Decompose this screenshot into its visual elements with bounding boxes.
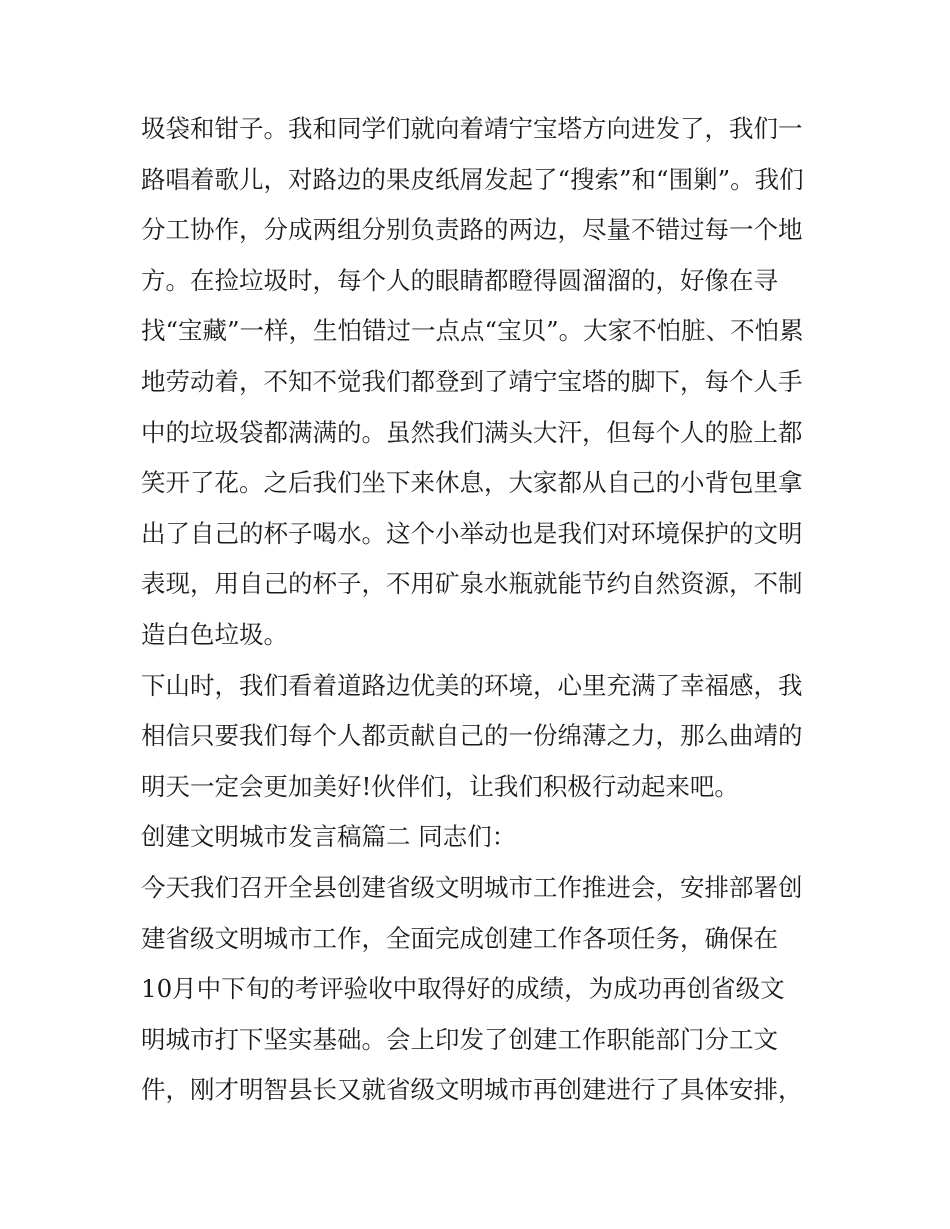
text-line: 找“宝藏”一样，生怕错过一点点“宝贝”。大家不怕脏、不怕累: [141, 316, 804, 346]
text-line: 明城市打下坚实基础。会上印发了创建工作职能部门分工文: [141, 1024, 778, 1054]
text-line: 相信只要我们每个人都贡献自己的一份绵薄之力，那么曲靖的: [141, 721, 803, 751]
text-line: 圾袋和钳子。我和同学们就向着靖宁宝塔方向进发了，我们一: [141, 114, 803, 143]
text-line: 分工协作，分成两组分别负责路的两边，尽量不错过每一个地: [141, 215, 803, 245]
section-heading: 创建文明城市发言稿篇二 同志们：: [141, 822, 517, 852]
text-line: 10月中下旬的考评验收中取得好的成绩，为成功再创省级文: [141, 974, 785, 1004]
text-line: 笑开了花。之后我们坐下来休息，大家都从自己的小背包里拿: [141, 468, 803, 498]
text-line: 建省级文明城市工作，全面完成创建工作各项任务，确保在: [141, 923, 778, 953]
text-line: 出了自己的杯子喝水。这个小举动也是我们对环境保护的文明: [141, 518, 803, 548]
text-line: 件，刚才明智县长又就省级文明城市再创建进行了具体安排，: [141, 1075, 803, 1105]
text-line: 路唱着歌儿，对路边的果皮纸屑发起了“搜索”和“围剿”。我们: [141, 164, 804, 194]
text-line: 中的垃圾袋都满满的。虽然我们满头大汗，但每个人的脸上都: [141, 417, 803, 447]
text-line: 表现，用自己的杯子，不用矿泉水瓶就能节约自然资源，不制: [141, 569, 803, 599]
text-line: 方。在捡垃圾时，每个人的眼睛都瞪得圆溜溜的，好像在寻: [141, 265, 778, 295]
text-line: 下山时，我们看着道路边优美的环境，心里充满了幸福感，我: [141, 670, 803, 700]
text-line: 明天一定会更加美好!伙伴们，让我们积极行动起来吧。: [141, 771, 739, 801]
text-line: 今天我们召开全县创建省级文明城市工作推进会，安排部署创: [141, 872, 803, 902]
body-text: [141, 104, 813, 1116]
text-line: 地劳动着，不知不觉我们都登到了靖宁宝塔的脚下，每个人手: [141, 366, 803, 396]
text-line: 造白色垃圾。: [141, 619, 288, 649]
